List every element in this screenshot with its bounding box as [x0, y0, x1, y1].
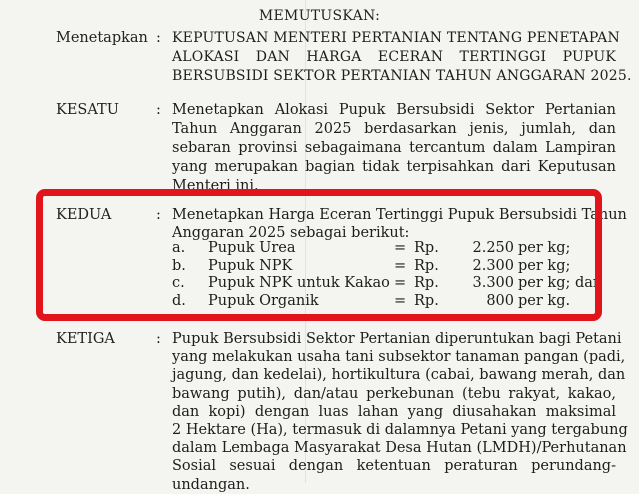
text-line: dan kopi) dengan luas lahan yang diusahakan maksimal — [172, 403, 616, 420]
text-line: Menetapkan Harga Eceran Tertinggi Pupuk Bersubsidi Tahun — [172, 207, 627, 223]
item-currency: Rp. — [414, 275, 439, 291]
document-heading: MEMUTUSKAN: — [258, 8, 381, 24]
text-line: Menetapkan Alokasi Pupuk Bersubsidi Sektor Pertanian — [172, 102, 616, 118]
text-line: BERSUBSIDI SEKTOR PERTANIAN TAHUN ANGGARAN 2025. — [172, 68, 632, 84]
text-line: yang melakukan usaha tani subsektor tanaman pangan (padi, — [172, 349, 626, 366]
text-line: jagung, dan kedelai), hortikultura (cabai, bawang merah, dan — [172, 367, 626, 384]
text-line: 2 Hektare (Ha), termasuk di dalamnya Petani yang tergabung — [172, 422, 628, 439]
item-price: 800 — [486, 292, 514, 309]
text-line: yang merupakan bagian tidak terpisahkan dari Keputusan — [172, 159, 616, 175]
item-price: 3.300 — [472, 275, 514, 291]
section-colon: : — [156, 207, 161, 223]
item-currency: Rp. — [414, 240, 439, 256]
section-label: KETIGA — [56, 331, 115, 347]
text-line: Menteri ini. — [172, 178, 259, 194]
item-letter: c. — [172, 275, 185, 291]
text-line: dalam Lembaga Masyarakat Desa Hutan (LMDH)/Perhutanan — [172, 440, 627, 457]
red-highlight-box — [36, 189, 602, 321]
item-currency: Rp. — [414, 292, 439, 309]
item-name: Pupuk NPK untuk Kakao — [208, 275, 390, 291]
text-line: KEPUTUSAN MENTERI PERTANIAN TENTANG PENETAPAN — [172, 30, 620, 46]
section-text — [172, 29, 632, 86]
item-price: 2.250 — [472, 240, 514, 256]
section-text — [172, 101, 616, 196]
text-line: ALOKASI DAN HARGA ECERAN TERTINGGI PUPUK — [172, 49, 616, 65]
section-label: KESATU — [56, 102, 119, 118]
item-letter: d. — [172, 292, 186, 309]
section-label: KEDUA — [56, 207, 112, 223]
text-line: Sosial sesuai dengan ketentuan peraturan perundang- — [172, 458, 616, 475]
item-unit: per kg; — [518, 257, 571, 274]
text-line: Tahun Anggaran 2025 berdasarkan jenis, jumlah, dan — [172, 121, 616, 137]
section-text — [172, 330, 628, 494]
item-equals: = — [394, 240, 407, 256]
item-name: Pupuk Organik — [208, 292, 319, 309]
section-colon: : — [156, 30, 161, 46]
item-unit: per kg; dan — [518, 275, 603, 291]
item-name: Pupuk NPK — [208, 257, 293, 274]
section-colon: : — [156, 331, 161, 347]
text-line: undangan. — [172, 476, 250, 493]
item-letter: b. — [172, 257, 186, 274]
item-equals: = — [394, 275, 407, 291]
item-price: 2.300 — [472, 257, 514, 274]
section-colon: : — [156, 102, 161, 118]
text-line: bawang putih), dan/atau perkebunan (tebu rakyat, kakao, — [172, 385, 616, 402]
item-name: Pupuk Urea — [208, 240, 296, 256]
text-line: Pupuk Bersubsidi Sektor Pertanian diperuntukan bagi Petani — [172, 331, 622, 347]
item-letter: a. — [172, 240, 186, 256]
section-label: Menetapkan — [56, 30, 148, 46]
text-line: sebaran provinsi sebagaimana tercantum dalam Lampiran — [172, 140, 616, 156]
item-equals: = — [394, 257, 407, 274]
item-unit: per kg; — [518, 240, 571, 256]
item-unit: per kg. — [518, 292, 571, 309]
item-currency: Rp. — [414, 257, 439, 274]
text-line: Anggaran 2025 sebagai berikut: — [172, 225, 410, 241]
item-equals: = — [394, 292, 407, 309]
